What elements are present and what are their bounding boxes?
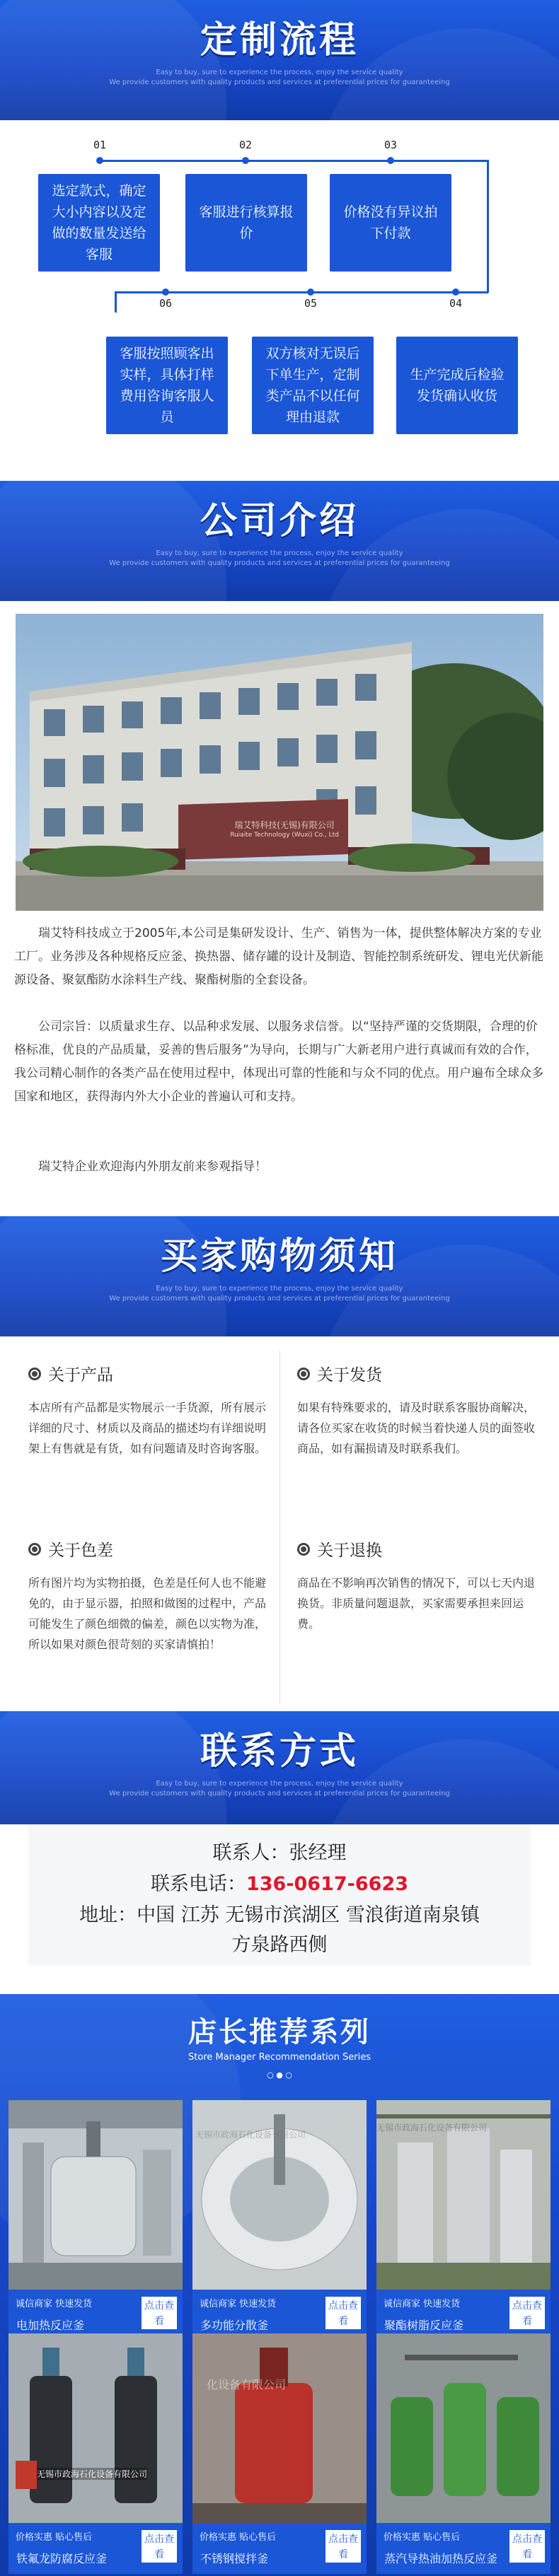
product-card-6[interactable] — [376, 2333, 551, 2574]
company-building-photo — [16, 614, 543, 911]
note-return-heading: 关于退换 — [297, 1537, 382, 1561]
target-icon — [28, 1368, 41, 1380]
recommend-section — [0, 1994, 559, 2576]
view-button-3[interactable]: 点击查看 — [508, 2295, 546, 2331]
view-button-2[interactable]: 点击查看 — [324, 2295, 362, 2331]
step-dot-05 — [307, 289, 314, 296]
step-num-01: 01 — [93, 139, 107, 151]
product-card-4[interactable] — [8, 2333, 183, 2574]
recommend-title: 店长推荐系列 — [188, 2016, 371, 2048]
contact-person: 张经理 — [289, 1842, 347, 1864]
timeline-right — [487, 160, 489, 293]
step-dot-03 — [387, 157, 394, 164]
target-icon — [297, 1368, 310, 1380]
product-name-5: 不锈钢搅拌釜 — [197, 2548, 272, 2568]
contact-card — [28, 1824, 531, 1966]
notes-title: 买家购物须知 — [160, 1235, 398, 1278]
shopping-notes — [0, 1336, 559, 1711]
carousel-pager[interactable]: ○ ● ○ — [267, 2070, 292, 2080]
contact-title: 联系方式 — [200, 1730, 359, 1773]
notes-banner — [0, 1216, 559, 1336]
product-image-5: 化设备有限公司 — [192, 2333, 367, 2523]
recommend-subtitle: Store Manager Recommendation Series — [188, 2052, 371, 2063]
company-subtitle: Easy to buy, sure to experience the process, enjoy the service quality We provide customers with quality products and services at preferential prices for guaranteeing — [109, 549, 450, 567]
target-icon — [28, 1543, 41, 1556]
step-num-02: 02 — [239, 139, 253, 151]
contact-section — [0, 1824, 559, 1973]
step-dot-04 — [452, 289, 459, 296]
step-box-02: 客服进行核算报价 — [185, 174, 307, 272]
company-section — [0, 601, 559, 1216]
target-icon — [297, 1543, 310, 1556]
product-name-3: 聚酯树脂反应釜 — [381, 2315, 467, 2334]
view-button-5[interactable]: 点击查看 — [324, 2529, 362, 2564]
note-shipping-heading: 关于发货 — [297, 1362, 382, 1385]
product-card-2[interactable] — [192, 2100, 367, 2341]
notes-subtitle: Easy to buy, sure to experience the process, enjoy the service quality We provide customers with quality products and services at preferential prices for guaranteeing — [109, 1285, 450, 1302]
contact-person-line: 联系人：张经理 — [212, 1842, 347, 1864]
product-card-5[interactable] — [192, 2333, 367, 2574]
product-tag-3: 诚信商家 快速发货 — [381, 2295, 463, 2310]
contact-address: 中国 江苏 无锡市滨湖区 雪浪街道南泉镇 — [137, 1904, 480, 1926]
step-num-06: 06 — [159, 297, 173, 310]
product-image-1 — [8, 2100, 183, 2290]
product-image-4: 无锡市政海石化设备有限公司 — [8, 2333, 183, 2523]
product-tag-4: 价格实惠 贴心售后 — [13, 2529, 95, 2543]
contact-phone[interactable]: 136-0617-6623 — [246, 1873, 409, 1895]
step-box-01: 选定款式，确定大小内容以及定做的数量发送给客服 — [38, 174, 160, 272]
step-num-03: 03 — [384, 139, 398, 151]
sign-text-en: Ruiaite Technology (Wuxi) Co., Ltd — [230, 832, 339, 839]
step-dot-01 — [96, 157, 103, 164]
contact-address-line-2: 方泉路西侧 — [231, 1934, 328, 1956]
company-welcome-paragraph: 瑞艾特企业欢迎海内外朋友前来参观指导！ — [38, 1160, 267, 1174]
contact-subtitle: Easy to buy, sure to experience the process, enjoy the service quality We provide customers with quality products and services at preferential prices for guaranteeing — [109, 1780, 450, 1797]
company-mission-paragraph: 公司宗旨：以质量求生存、以品种求发展、以服务求信誉。以“坚持严谨的交货期限，合理的价格标准，优良的产品质量，妥善的售后服务”为导向，长期与广大新老用户进行真诚而有效的合作，我公司精心制作的各类产品在使用过程中，体现出可靠的性能和与众不同的优点。用户遍布全球众多国家和地区，获得海内外大小企业的普遍认可和支持。 — [14, 1020, 543, 1104]
contact-phone-line: 联系电话：136-0617-6623 — [150, 1873, 409, 1895]
process-title: 定制流程 — [200, 19, 359, 62]
step-box-06: 客服按照顾客出实样，具体打样费用咨询客服人员 — [106, 337, 228, 434]
note-return-text: 商品在不影响再次销售的情况下，可以七天内退换货。非质量问题退款，买家需要承担来回运费。 — [297, 1576, 536, 1631]
note-product-text: 本店所有产品都是实物展示一手货源，所有展示详细的尺寸、材质以及商品的描述均有详细说明架上有售就是有货，如有问题请及时咨询客服。 — [28, 1401, 267, 1455]
view-button-4[interactable]: 点击查看 — [140, 2529, 178, 2564]
contact-address-line: 地址：中国 江苏 无锡市滨湖区 雪浪街道南泉镇 — [79, 1904, 480, 1926]
timeline-middle — [115, 291, 488, 293]
step-num-04: 04 — [449, 297, 463, 310]
product-image-3: 无锡市政海石化设备有限公司 — [376, 2100, 551, 2290]
step-box-04: 生产完成后检验发货确认收货 — [396, 337, 518, 434]
product-tag-2: 诚信商家 快速发货 — [197, 2295, 279, 2310]
product-name-1: 电加热反应釜 — [13, 2315, 88, 2334]
step-box-05: 双方核对无误后下单生产，定制类产品不以任何理由退款 — [252, 337, 374, 434]
note-color-heading: 关于色差 — [28, 1537, 113, 1561]
product-name-2: 多功能分散釜 — [197, 2315, 272, 2334]
step-dot-02 — [242, 157, 249, 164]
timeline-top — [99, 160, 487, 162]
timeline-left — [115, 291, 117, 313]
product-name-6: 蒸汽导热油加热反应釜 — [381, 2548, 501, 2568]
building-image — [16, 614, 543, 911]
company-title: 公司介绍 — [200, 500, 359, 542]
product-tag-6: 价格实惠 贴心售后 — [381, 2529, 463, 2543]
product-tag-1: 诚信商家 快速发货 — [13, 2295, 95, 2310]
process-flow — [0, 120, 559, 481]
process-banner — [0, 0, 559, 120]
step-dot-06 — [162, 289, 169, 296]
company-intro-paragraph: 瑞艾特科技成立于2005年,本公司是集研发设计、生产、销售为一体，提供整体解决方案的专业工厂。业务涉及各种规格反应釜、换热器、储存罐的设计及制造、智能控制系统研发、锂电光伏新能源设备、聚氨酯防水涂料生产线、聚酯树脂的全套设备。 — [14, 926, 543, 987]
contact-banner — [0, 1711, 559, 1824]
sign-text-cn: 瑞艾特科技(无锡)有限公司 — [234, 820, 335, 830]
product-card-1[interactable] — [8, 2100, 183, 2341]
view-button-6[interactable]: 点击查看 — [508, 2529, 546, 2564]
note-product-heading: 关于产品 — [28, 1362, 113, 1385]
process-subtitle: Easy to buy, sure to experience the process, enjoy the service quality We provide customers with quality products and services at preferential prices for guaranteeing — [109, 69, 450, 86]
product-image-6 — [376, 2333, 551, 2523]
step-num-05: 05 — [304, 297, 318, 310]
view-button-1[interactable]: 点击查看 — [140, 2295, 178, 2331]
company-banner — [0, 481, 559, 601]
step-box-03: 价格没有异议拍下付款 — [330, 174, 451, 272]
note-color-text: 所有图片均为实物拍摄，色差是任何人也不能避免的，由于显示器，拍照和做图的过程中，产品可能发生了颜色细微的偏差，颜色以实物为准，所以如果对颜色很苛刻的买家请慎拍！ — [28, 1576, 267, 1651]
product-tag-5: 价格实惠 贴心售后 — [197, 2529, 279, 2543]
product-image-2: 无锡市政海石化设备有限公司 — [192, 2100, 367, 2290]
note-shipping-text: 如果有特殊要求的，请及时联系客服协商解决，请各位买家在收货的时候当着快递人员的面签收商品，如有漏损请及时联系我们。 — [297, 1401, 536, 1455]
product-name-4: 铁氟龙防腐反应釜 — [13, 2548, 110, 2568]
product-card-3[interactable] — [376, 2100, 551, 2341]
